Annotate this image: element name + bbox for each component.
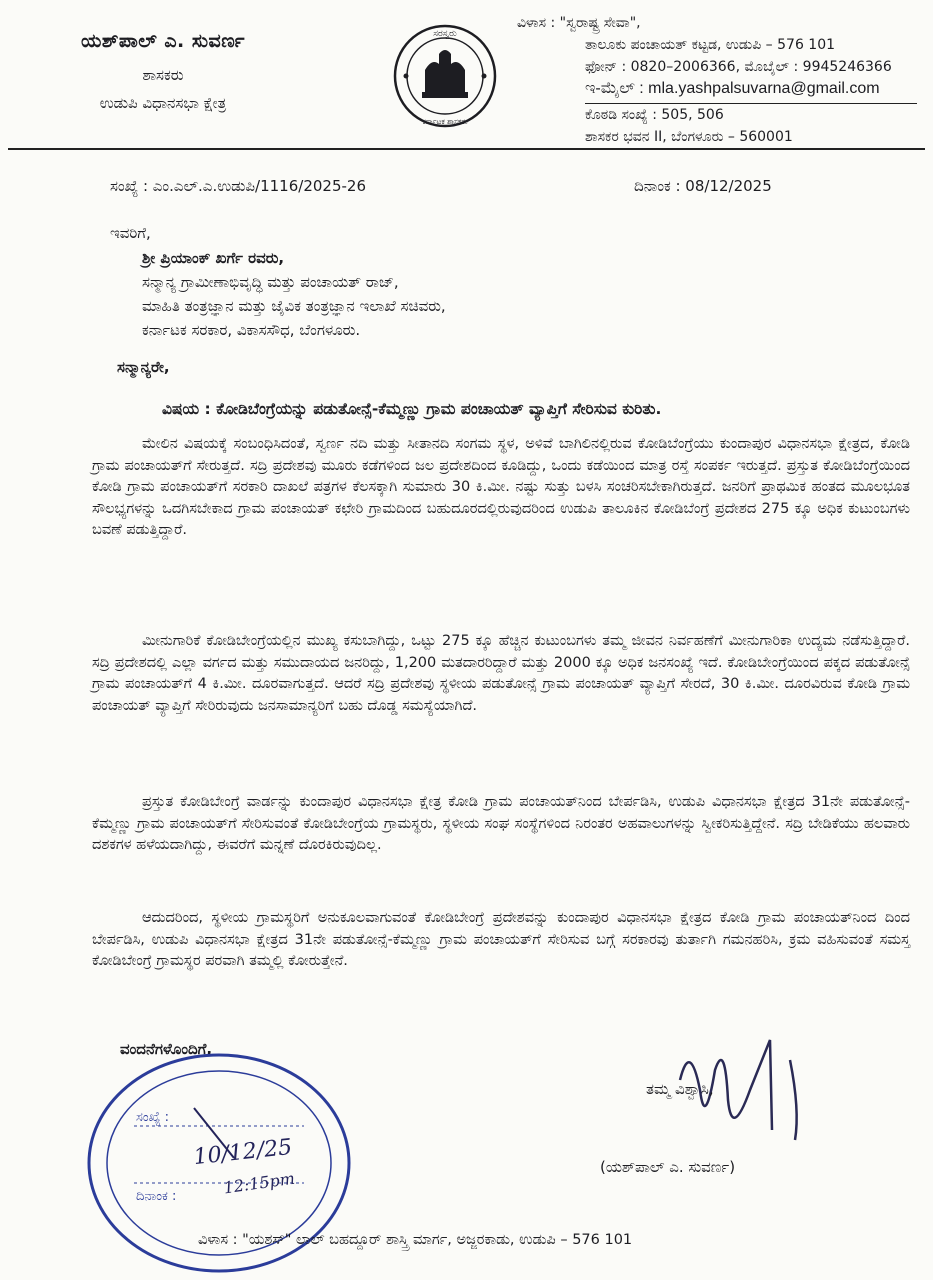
email-line: ಇ-ಮೈಲ್ : mla.yashpalsuvarna@gmail.com [585, 80, 880, 97]
stamp-sankhye-label: ಸಂಖ್ಯೆ : [136, 1110, 169, 1125]
emblem-text-bottom: ಕರ್ನಾಟಕ ಶಾಸಕರು [422, 117, 468, 126]
body-paragraph-4-text: ಆದುದರಿಂದ, ಸ್ಥಳೀಯ ಗ್ರಾಮಸ್ಥರಿಗೆ ಅನುಕೂಲವಾಗುವಂತೆ ಕೋಡಿಬೇಂಗ್ರೆ ಪ್ರದೇಶವನ್ನು ಕುಂದಾಪುರ ವಿಧಾನಸಭಾ ಕ್ಷೇತ್ರದ ಕೋಡಿ ಗ್ರಾಮ ಪಂಚಾಯತ್‌ನಿಂದ ದಿಂದ ಬೇರ್ಪಡಿಸಿ, ಉಡುಪಿ ವಿಧಾನಸಭಾ ಕ್ಷೇತ್ರದ 31ನೇ ಪಡುತೋನ್ಸೆ-ಕೆಮ್ಮಣ್ಣು ಗ್ರಾಮ ಪಂಚಾಯತ್‌ಗೆ ಸೇರಿಸುವ ಬಗ್ಗೆ ಸರಕಾರವು ತುರ್ತಾಗಿ ಗಮನಹರಿಸಿ, ಕ್ರಮ ವಹಿಸುವಂತೆ ಸಮಸ್ತ ಕೋಡಿಬೇಂಗ್ರೆ ಗ್ರಾಮಸ್ಥರ ಪರವಾಗಿ ತಮ್ಮಲ್ಲಿ ಕೋರುತ್ತೇನೆ. [92, 910, 910, 969]
karnataka-emblem-icon [392, 20, 498, 132]
recipient-line-3: ಕರ್ನಾಟಕ ಸರಕಾರ, ವಿಕಾಸಸೌಧ, ಬೆಂಗಳೂರು. [142, 321, 361, 339]
address-label: ವಿಳಾಸ : "ಸ್ವರಾಷ್ಟ್ರ ಸೇವಾ", [517, 15, 641, 31]
mla-constituency: ಉಡುಪಿ ವಿಧಾನಸಭಾ ಕ್ಷೇತ್ರ [99, 94, 227, 112]
recipient-line-2: ಮಾಹಿತಿ ತಂತ್ರಜ್ಞಾನ ಮತ್ತು ಜೈವಿಕ ತಂತ್ರಜ್ಞಾನ ಇಲಾಖೆ ಸಚಿವರು, [142, 297, 446, 315]
body-paragraph-4 [92, 908, 910, 973]
reference-number: ಸಂಖ್ಯೆ : ಎಂ.ಎಲ್.ಎ.ಉಡುಪಿ/1116/2025-26 [110, 177, 366, 195]
thanks-line: ವಂದನೆಗಳೊಂದಿಗೆ, [120, 1040, 213, 1058]
stamp-handwritten-time: 12:15pm [222, 1168, 296, 1198]
salutation: ಸನ್ಮಾನ್ಯರೇ, [117, 358, 170, 376]
letterhead-divider [8, 148, 925, 150]
recipient-name: ಶ್ರೀ ಪ್ರಿಯಾಂಕ್ ಖರ್ಗೆ ರವರು, [142, 249, 285, 267]
body-paragraph-2 [92, 631, 910, 717]
body-paragraph-3 [92, 792, 910, 857]
body-paragraph-2-text: ಮೀನುಗಾರಿಕೆ ಕೋಡಿಬೇಂಗ್ರೆಯಲ್ಲಿನ ಮುಖ್ಯ ಕಸುಬಾಗಿದ್ದು, ಒಟ್ಟು 275 ಕ್ಕೂ ಹೆಚ್ಚಿನ ಕುಟುಂಬಗಳು ತಮ್ಮ ಜೀವನ ನಿರ್ವಹಣೆಗೆ ಮೀನುಗಾರಿಕಾ ಉದ್ಯಮ ನಡೆಸುತ್ತಿದ್ದಾರೆ. ಸದ್ರಿ ಪ್ರದೇಶದಲ್ಲಿ ಎಲ್ಲಾ ವರ್ಗದ ಮತ್ತು ಸಮುದಾಯದ ಜನರಿದ್ದು, 1,200 ಮತದಾರರಿದ್ದಾರೆ ಮತ್ತು 2000 ಕ್ಕೂ ಅಧಿಕ ಜನಸಂಖ್ಯೆ ಇದೆ. ಕೋಡಿಬೇಂಗ್ರೆಯಿಂದ ಪಕ್ಕದ ಪಡುತೋನ್ಸೆ ಗ್ರಾಮ ಪಂಚಾಯತ್‌ಗೆ 4 ಕಿ.ಮೀ. ದೂರವಾಗುತ್ತದೆ. ಆದರೆ ಸದ್ರಿ ಪ್ರದೇಶವು ಸ್ಥಳೀಯ ಪಡುತೋನ್ಸೆ ಗ್ರಾಮ ಪಂಚಾಯತ್ ವ್ಯಾಪ್ತಿಗೆ ಸೇರದೆ, 30 ಕಿ.ಮೀ. ದೂರವಿರುವ ಕೋಡಿ ಗ್ರಾಮ ಪಂಚಾಯತ್ ವ್ಯಾಪ್ತಿಗೆ ಸೇರಿರುವುದು ಜನಸಾಮಾನ್ಯರಿಗೆ ಬಹು ದೊಡ್ಡ ಸಮಸ್ಯೆಯಾಗಿದೆ. [92, 633, 910, 714]
closing-line: ತಮ್ಮ ವಿಶ್ವಾಸಿ, [646, 1080, 714, 1098]
body-paragraph-1 [92, 434, 910, 542]
letter-date: ದಿನಾಂಕ : 08/12/2025 [634, 177, 772, 195]
room-line: ಕೊಠಡಿ ಸಂಖ್ಯೆ : 505, 506 [585, 107, 724, 123]
letterhead-left [38, 30, 288, 112]
recipient-address [142, 246, 446, 342]
letterhead-right-lower [517, 104, 927, 148]
signatory-name: (ಯಶ್‌ಪಾಲ್ ಎ. ಸುವರ್ಣ) [600, 1158, 736, 1176]
mla-role: ಶಾಸಕರು [142, 66, 184, 84]
bhavan-line: ಶಾಸಕರ ಭವನ II, ಬೆಂಗಳೂರು – 560001 [585, 129, 793, 145]
subject-line: ವಿಷಯ : ಕೋಡಿಬೆಂಗ್ರೆಯನ್ನು ಪಡುತೋನ್ಸೆ-ಕೆಮ್ಮಣ್ಣು ಗ್ರಾಮ ಪಂಚಾಯತ್ ವ್ಯಾಪ್ತಿಗೆ ಸೇರಿಸುವ ಕುರಿತು. [162, 400, 662, 418]
stamp-handwritten-date: 10/12/25 [192, 1134, 294, 1171]
recipient-line-1: ಸನ್ಮಾನ್ಯ ಗ್ರಾಮೀಣಾಭಿವೃದ್ಧಿ ಮತ್ತು ಪಂಚಾಯತ್ ರಾಜ್, [142, 273, 399, 291]
emblem-text-top: ಸರಸ್ವರು [433, 29, 457, 39]
footer-address: ವಿಳಾಸ : "ಯಶಸ್" ಲಾಲ್ ಬಹದ್ದೂರ್ ಶಾಸ್ತ್ರಿ ಮಾರ್ಗ, ಅಜ್ಜರಕಾಡು, ಉಡುಪಿ – 576 101 [198, 1232, 633, 1248]
body-paragraph-1-text: ಮೇಲಿನ ವಿಷಯಕ್ಕೆ ಸಂಬಂಧಿಸಿದಂತೆ, ಸ್ವರ್ಣ ನದಿ ಮತ್ತು ಸೀತಾನದಿ ಸಂಗಮ ಸ್ಥಳ, ಅಳಿವೆ ಬಾಗಿಲಿನಲ್ಲಿರುವ ಕೋಡಿಬೆಂಗ್ರೆಯು ಕುಂದಾಪುರ ವಿಧಾನಸಭಾ ಕ್ಷೇತ್ರದ, ಕೋಡಿ ಗ್ರಾಮ ಪಂಚಾಯತ್‌ಗೆ ಸೇರುತ್ತದೆ. ಸದ್ರಿ ಪ್ರದೇಶವು ಮೂರು ಕಡೆಗಳಿಂದ ಜಲ ಪ್ರದೇಶದಿಂದ ಕೂಡಿದ್ದು, ಒಂದು ಕಡೆಯಿಂದ ಮಾತ್ರ ರಸ್ತೆ ಸಂಪರ್ಕ ಇರುತ್ತದೆ. ಪ್ರಸ್ತುತ ಕೋಡಿಬೆಂಗ್ರೆಯಿಂದ ಕೋಡಿ ಗ್ರಾಮ ಪಂಚಾಯತ್‌ಗೆ ಸರಕಾರಿ ದಾಖಲೆ ಪತ್ರಗಳ ಕೆಲಸಕ್ಕಾಗಿ ಸುಮಾರು 30 ಕಿ.ಮೀ. ನಷ್ಟು ಸುತ್ತು ಬಳಸಿ ಸಂಚರಿಸಬೇಕಾಗಿರುತ್ತದೆ. ಜನರಿಗೆ ಪ್ರಾಥಮಿಕ ಹಂತದ ಮೂಲಭೂತ ಸೌಲಭ್ಯಗಳನ್ನು ಒದಗಿಸಬೇಕಾದ ಗ್ರಾಮ ಪಂಚಾಯತ್ ಕಛೇರಿ ಗ್ರಾಮದಿಂದ ಬಹುದೂರದಲ್ಲಿರುವುದರಿಂದ ಉಡುಪಿ ತಾಲೂಕಿನ ಕೋಡಿಬೆಂಗ್ರೆ ಪ್ರದೇಶದ 275 ಕ್ಕೂ ಅಧಿಕ ಕುಟುಂಬಗಳು ಬವಣೆ ಪಡುತ್ತಿದ್ದಾರೆ. [92, 436, 910, 538]
phone-line: ಫೋನ್ : 0820–2006366, ಮೊಬೈಲ್ : 9945246366 [585, 59, 892, 75]
body-paragraph-3-text: ಪ್ರಸ್ತುತ ಕೋಡಿಬೇಂಗ್ರೆ ವಾರ್ಡನ್ನು ಕುಂದಾಪುರ ವಿಧಾನಸಭಾ ಕ್ಷೇತ್ರ ಕೋಡಿ ಗ್ರಾಮ ಪಂಚಾಯತ್‌ನಿಂದ ಬೇರ್ಪಡಿಸಿ, ಉಡುಪಿ ವಿಧಾನಸಭಾ ಕ್ಷೇತ್ರದ 31ನೇ ಪಡುತೋನ್ಸೆ-ಕೆಮ್ಮಣ್ಣು ಗ್ರಾಮ ಪಂಚಾಯತ್‌ಗೆ ಸೇರಿಸುವಂತೆ ಕೋಡಿಬೇಂಗ್ರೆಯ ಗ್ರಾಮಸ್ಥರು, ಸ್ಥಳೀಯ ಸಂಘ ಸಂಸ್ಥೆಗಳಿಂದ ನಿರಂತರ ಅಹವಾಲುಗಳನ್ನು ಸ್ವೀಕರಿಸುತ್ತಿದ್ದೇನೆ. ಸದ್ರಿ ಬೇಡಿಕೆಯು ಹಲವಾರು ದಶಕಗಳ ಹಳೆಯದಾಗಿದ್ದು, ಈವರೆಗೆ ಮನ್ನಣೆ ದೊರಕಿರುವುದಿಲ್ಲ. [92, 794, 910, 853]
mla-name: ಯಶ್‌ಪಾಲ್ ಎ. ಸುವರ್ಣ [80, 30, 246, 52]
to-label: ಇವರಿಗೆ, [110, 224, 151, 242]
address-line: ತಾಲೂಕು ಪಂಚಾಯತ್ ಕಟ್ಟಡ, ಉಡುಪಿ – 576 101 [585, 37, 836, 53]
stamp-dinanka-label: ದಿನಾಂಕ : [136, 1189, 177, 1204]
letterhead-right [517, 12, 927, 100]
